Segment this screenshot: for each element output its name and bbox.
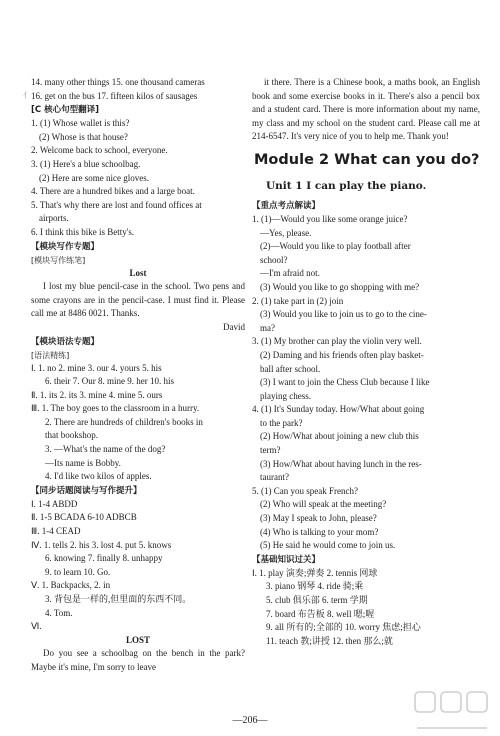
right-line: —I'm afraid not. <box>260 268 320 279</box>
watermark-logo <box>411 688 493 734</box>
module-title: Module 2 What can you do? <box>254 151 480 168</box>
left-column <box>31 76 245 675</box>
page-number: —206— <box>232 715 268 726</box>
left-line: —Its name is Bobby. <box>45 457 121 468</box>
right-line: 2. (1) take part in (2) join <box>252 295 344 306</box>
right-section-heading: 【重点考点解读】 <box>252 200 321 211</box>
left-line: Ⅱ. 1-5 BCADA 6-10 ADBCB <box>31 512 137 523</box>
left-section-heading: 【模块语法专题】 <box>31 336 100 347</box>
left-line: Ⅲ. 1. The boy goes to the classroom in a hurry. <box>31 403 200 414</box>
right-line: 3. (1) My brother can play the violin very well. <box>252 336 422 347</box>
left-line: Ⅵ. <box>31 621 42 632</box>
right-line: (5) He said he would come to join us. <box>260 540 396 551</box>
right-paragraph: it there. There is a Chinese book, a maths book, an English book and some exercise books in it. There's also a pencil box and a student card. There is more information about my name, my class and my school on the student card. Please call me at 214-6547. It's very nice of you to help me. Thank you! <box>252 77 480 142</box>
left-line: Ⅴ. 1. Backpacks, 2. in <box>31 580 111 591</box>
left-line: Ⅰ. 1-4 ABDD <box>31 498 78 509</box>
left-paragraph: I lost my blue pencil-case in the school. Two pens and some crayons are in the pencil-case. I must find it. Please call me at 8486 0021. Thanks. <box>31 281 245 319</box>
right-line: Ⅰ. 1. play 演奏;弹奏 2. tennis 网球 <box>252 567 378 578</box>
right-line: 1. (1)—Would you like some orange juice? <box>252 213 408 224</box>
right-line: (3) Would you like to go shopping with me? <box>260 281 420 292</box>
right-line: 11. teach 教;讲授 12. then 那么;就 <box>266 635 393 646</box>
right-line: term? <box>260 445 281 456</box>
left-line: 4. Tom. <box>45 607 73 618</box>
left-line: David <box>223 321 245 332</box>
left-line: 9. to learn 10. Go. <box>45 566 111 577</box>
left-paragraph: Do you see a schoolbag on the bench in the park? Maybe it's mine, I'm sorry to leave <box>31 648 245 672</box>
left-subsection-heading: [语法精练] <box>31 350 70 360</box>
right-line: 9. all 所有的;全部的 10. worry 焦虑;担心 <box>266 622 421 633</box>
right-line: (3) I want to join the Chess Club because I like <box>260 377 430 388</box>
right-line: 5. club 俱乐部 6. term 学期 <box>266 595 368 605</box>
left-line: Lost <box>129 267 147 278</box>
left-line: 16. get on the bus 17. fifteen kilos of sausages <box>31 90 198 101</box>
right-line: taurant? <box>260 472 289 483</box>
left-line: 6. I think this bike is Betty's. <box>31 226 135 237</box>
left-line: LOST <box>125 634 150 645</box>
right-line: 4. (1) It's Sunday today. How/What about going <box>252 404 425 415</box>
left-line: airports. <box>39 213 69 224</box>
left-line: (2) Whose is that house? <box>39 131 128 142</box>
right-line: (3) May I speak to John, please? <box>260 513 377 524</box>
right-line: playing chess. <box>260 390 311 401</box>
margin-mark: 亻 <box>23 91 31 100</box>
right-line: (3) How/What about having lunch in the res- <box>260 458 422 469</box>
right-line: (3) Would you like to join us to go to the cine- <box>260 309 427 320</box>
left-line: 2. Welcome back to school, everyone. <box>31 145 168 156</box>
left-line: Ⅳ. 1. tells 2. his 3. lost 4. put 5. knows <box>31 539 172 550</box>
left-line: 3. 背包是一样的,但里面的东西不同。 <box>45 594 192 604</box>
left-line: 3. (1) Here's a blue schoolbag. <box>31 158 141 169</box>
right-line: 5. (1) Can you speak French? <box>252 485 358 496</box>
right-line: 3. piano 钢琴 4. ride 骑;乘 <box>266 581 364 592</box>
right-line: (2) How/What about joining a new club this <box>260 431 419 442</box>
left-line: 4. I'd like two kilos of apples. <box>45 471 152 482</box>
left-line: 14. many other things 15. one thousand cameras <box>31 77 205 87</box>
right-line: ma? <box>260 322 275 333</box>
unit-title: Unit 1 I can play the piano. <box>266 179 427 192</box>
right-line: 7. board 布告板 8. well 嗯;喔 <box>266 608 375 619</box>
right-line: to the park? <box>260 417 303 428</box>
right-column <box>252 76 480 648</box>
right-line: school? <box>260 254 288 265</box>
left-subsection-heading: [模块写作练笔] <box>31 255 86 265</box>
left-line: (2) Here are some nice gloves. <box>39 172 149 183</box>
left-line: 2. There are hundreds of children's books in <box>45 416 203 427</box>
right-line: ball after school. <box>260 363 321 374</box>
left-section-heading: 【同步话题阅读与写作提升】 <box>31 485 142 496</box>
left-line: Ⅰ. 1. no 2. mine 3. our 4. yours 5. his <box>31 362 162 373</box>
left-line: Ⅱ. 1. its 2. its 3. mine 4. mine 5. ours <box>31 389 163 400</box>
right-line: —Yes, please. <box>260 227 312 238</box>
right-line: (2) Daming and his friends often play basket- <box>260 349 424 360</box>
left-line: 1. (1) Whose wallet is this? <box>31 118 130 129</box>
right-line: (2)—Would you like to play football after <box>260 241 411 252</box>
left-line: Ⅲ. 1-4 CEAD <box>31 526 81 537</box>
left-line: 5. That's why there are lost and found offices at <box>31 199 202 210</box>
left-line: that bookshop. <box>45 430 98 441</box>
right-line: (4) Who is talking to your mom? <box>260 526 379 537</box>
left-line: 6. knowing 7. finally 8. unhappy <box>45 553 163 564</box>
right-section-heading: 【基础知识过关】 <box>252 554 321 565</box>
right-line: (2) Who will speak at the meeting? <box>260 499 387 510</box>
left-section-heading: 【模块写作专题】 <box>31 241 100 252</box>
left-line: 4. There are a hundred bikes and a large boat. <box>31 186 195 197</box>
left-section-heading: [C 核心句型翻译] <box>31 105 99 116</box>
left-line: 3. —What's the name of the dog? <box>45 444 166 455</box>
left-line: 6. their 7. Our 8. mine 9. her 10. his <box>45 376 174 387</box>
